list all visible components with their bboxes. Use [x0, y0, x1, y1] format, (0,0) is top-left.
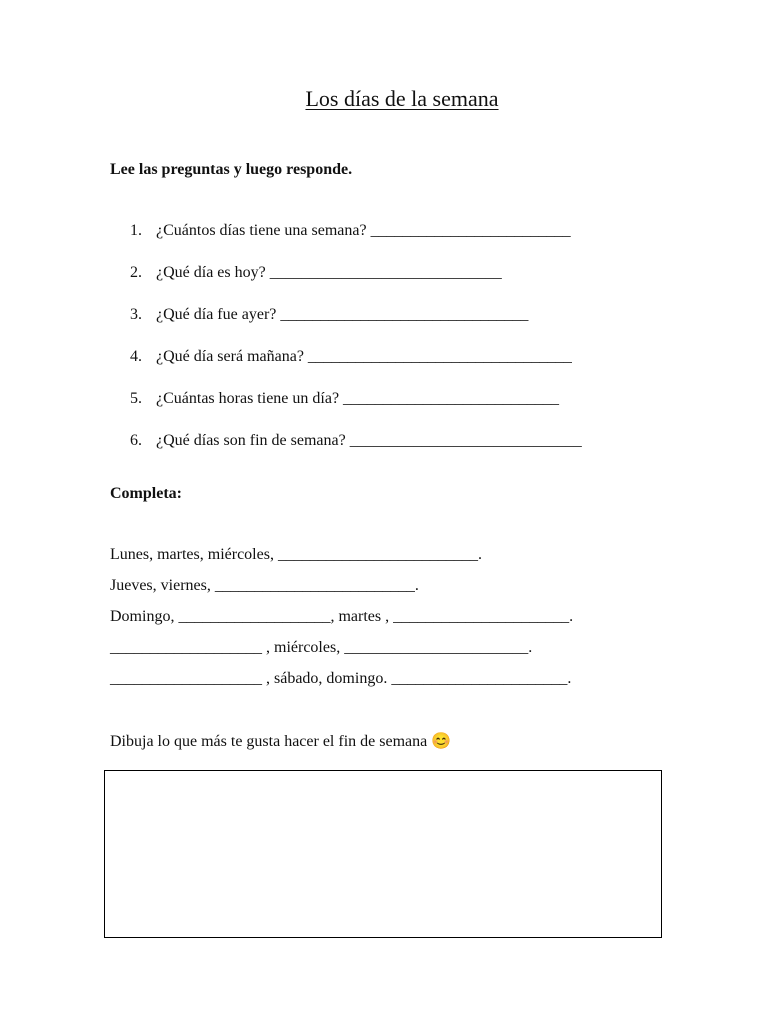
question-number: 6.: [130, 432, 142, 449]
questions-instruction: Lee las preguntas y luego responde.: [110, 161, 353, 178]
question-text: ¿Qué días son fin de semana? _____________________________: [156, 432, 582, 449]
question-text: ¿Cuántos días tiene una semana? _________________________: [156, 222, 571, 239]
question-text: ¿Cuántas horas tiene un día? ___________________________: [156, 390, 560, 407]
drawing-area[interactable]: [104, 770, 662, 938]
question-text: ¿Qué día será mañana? _________________________________: [156, 348, 572, 365]
completion-line: ___________________ , miércoles, _______________________.: [110, 639, 533, 656]
question-item: [130, 222, 582, 264]
page-title: Los días de la semana: [305, 86, 499, 111]
question-text: ¿Qué día es hoy? _____________________________: [156, 264, 502, 281]
question-item: [130, 264, 582, 306]
question-item: [130, 390, 582, 432]
completion-line: Jueves, viernes, _________________________.: [110, 577, 419, 594]
completion-section: [110, 546, 573, 701]
question-item: [130, 348, 582, 390]
question-number: 3.: [130, 306, 142, 323]
question-item: [130, 306, 582, 348]
question-text: ¿Qué día fue ayer? _______________________________: [156, 306, 529, 323]
question-number: 2.: [130, 264, 142, 281]
completion-line: Lunes, martes, miércoles, _________________________.: [110, 546, 482, 563]
complete-instruction: Completa:: [110, 485, 182, 502]
questions-list: [130, 222, 582, 474]
question-number: 1.: [130, 222, 142, 239]
question-item: [130, 432, 582, 474]
completion-line: ___________________ , sábado, domingo. ______________________.: [110, 670, 572, 687]
drawing-prompt: Dibuja lo que más te gusta hacer el fin de semana 😊: [110, 733, 452, 750]
question-number: 4.: [130, 348, 142, 365]
completion-line: Domingo, ___________________, martes , ______________________.: [110, 608, 574, 625]
question-number: 5.: [130, 390, 142, 407]
